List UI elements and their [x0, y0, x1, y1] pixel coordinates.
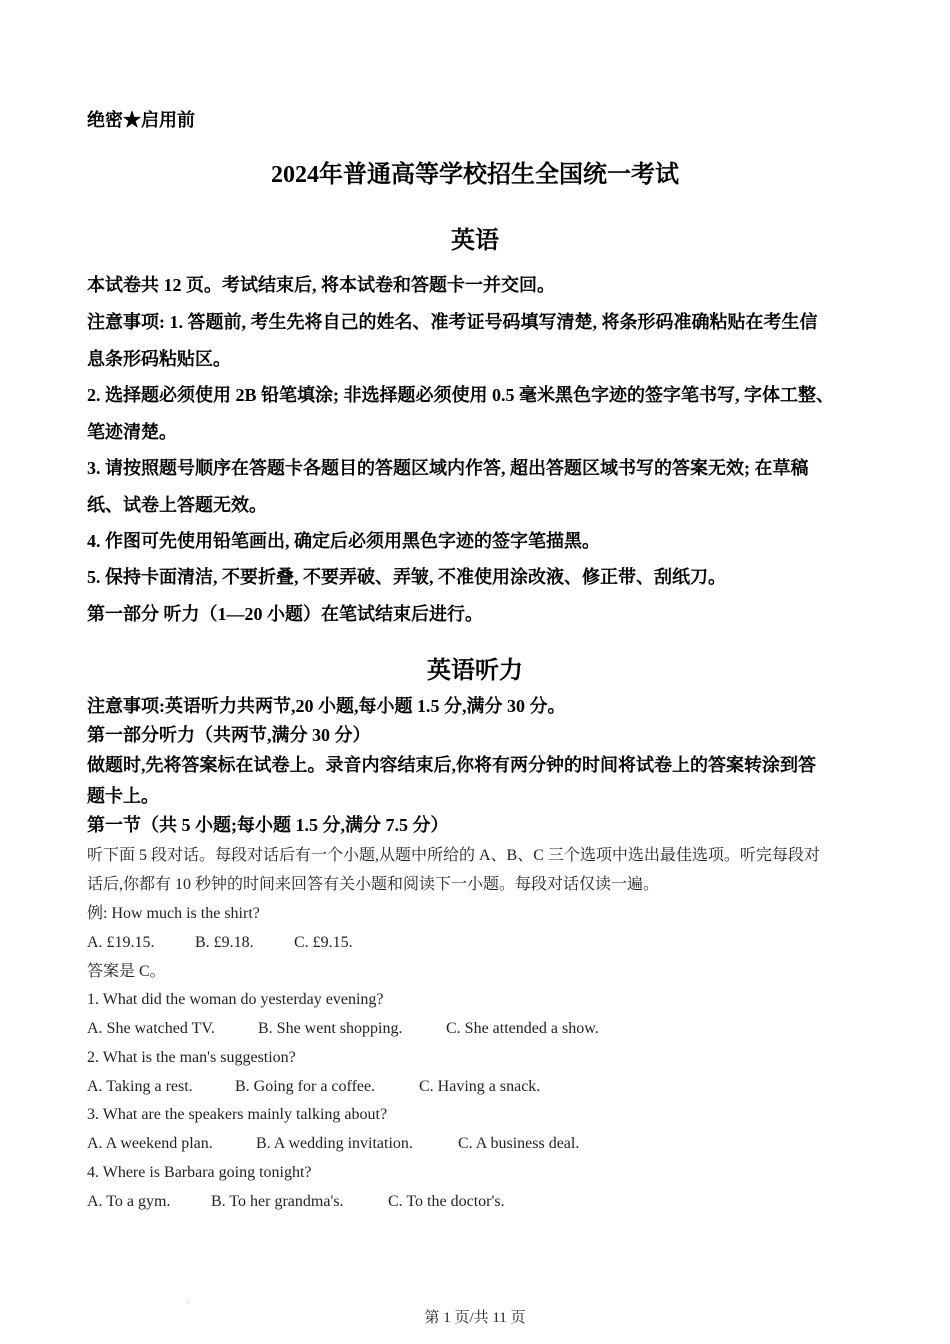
example-options [87, 933, 353, 952]
example-question: 例: How much is the shirt? [87, 905, 260, 922]
instruction-line: 息条形码粘贴区。 [87, 349, 231, 369]
instruction-line: 本试卷共 12 页。考试结束后, 将本试卷和答题卡一并交回。 [87, 275, 555, 295]
exam-title: 2024年普通高等学校招生全国统一考试 [271, 162, 679, 188]
instruction-line: 笔迹清楚。 [87, 422, 177, 442]
option-b: B. £9.18. [195, 934, 254, 951]
option-a: A. A weekend plan. [87, 1135, 213, 1152]
instruction-line: 5. 保持卡面清洁, 不要折叠, 不要弄破、弄皱, 不准使用涂改液、修正带、刮纸刀。 [87, 567, 726, 587]
option-a: A. To a gym. [87, 1193, 171, 1210]
question-1: 1. What did the woman do yesterday evening? [87, 991, 384, 1008]
example-answer: 答案是 C。 [87, 963, 166, 980]
question-3-options [87, 1134, 579, 1153]
instruction-line: 纸、试卷上答题无效。 [87, 495, 267, 515]
speck-mark [188, 1302, 189, 1303]
question-4: 4. Where is Barbara going tonight? [87, 1164, 312, 1181]
option-b: B. A wedding invitation. [256, 1135, 413, 1152]
option-a: A. Taking a rest. [87, 1078, 193, 1095]
subject-title: 英语 [451, 228, 499, 254]
option-c: C. £9.15. [294, 934, 353, 951]
listening-direction: 题卡上。 [87, 786, 159, 806]
listening-note: 注意事项:英语听力共两节,20 小题,每小题 1.5 分,满分 30 分。 [87, 696, 566, 716]
option-b: B. She went shopping. [258, 1020, 403, 1037]
option-c: C. Having a snack. [419, 1078, 541, 1095]
listening-direction: 做题时,先将答案标在试卷上。录音内容结束后,你将有两分钟的时间将试卷上的答案转涂到答 [87, 755, 816, 775]
option-c: C. She attended a show. [446, 1020, 599, 1037]
confidential-label: 绝密★启用前 [87, 110, 195, 130]
option-a: A. £19.15. [87, 934, 155, 951]
question-1-options [87, 1019, 599, 1038]
listening-heading: 英语听力 [427, 658, 523, 684]
section-heading: 第一节（共 5 小题;每小题 1.5 分,满分 7.5 分） [87, 815, 449, 835]
section-direction: 话后,你都有 10 秒钟的时间来回答有关小题和阅读下一小题。每段对话仅读一遍。 [87, 876, 660, 893]
question-4-options [87, 1192, 505, 1211]
instruction-line: 3. 请按照题号顺序在答题卡各题目的答题区域内作答, 超出答题区域书写的答案无效; 在草稿 [87, 458, 809, 478]
listening-part: 第一部分听力（共两节,满分 30 分） [87, 725, 371, 745]
question-3: 3. What are the speakers mainly talking about? [87, 1106, 388, 1123]
section-direction: 听下面 5 段对话。每段对话后有一个小题,从题中所给的 A、B、C 三个选项中选出最佳选项。听完每段对 [87, 847, 820, 864]
question-2-options [87, 1077, 540, 1096]
option-c: C. A business deal. [458, 1135, 580, 1152]
instruction-line: 注意事项: 1. 答题前, 考生先将自己的姓名、准考证号码填写清楚, 将条形码准确粘贴在考生信 [87, 312, 818, 332]
option-c: C. To the doctor's. [388, 1193, 505, 1210]
instruction-line: 4. 作图可先使用铅笔画出, 确定后必须用黑色字迹的签字笔描黑。 [87, 531, 600, 551]
page-number: 第 1 页/共 11 页 [424, 1310, 526, 1326]
option-a: A. She watched TV. [87, 1020, 215, 1037]
instruction-line: 第一部分 听力（1—20 小题）在笔试结束后进行。 [87, 604, 483, 624]
instruction-line: 2. 选择题必须使用 2B 铅笔填涂; 非选择题必须使用 0.5 毫米黑色字迹的签字笔书写, 字体工整、 [87, 385, 834, 405]
question-2: 2. What is the man's suggestion? [87, 1049, 296, 1066]
option-b: B. To her grandma's. [211, 1193, 344, 1210]
option-b: B. Going for a coffee. [235, 1078, 376, 1095]
